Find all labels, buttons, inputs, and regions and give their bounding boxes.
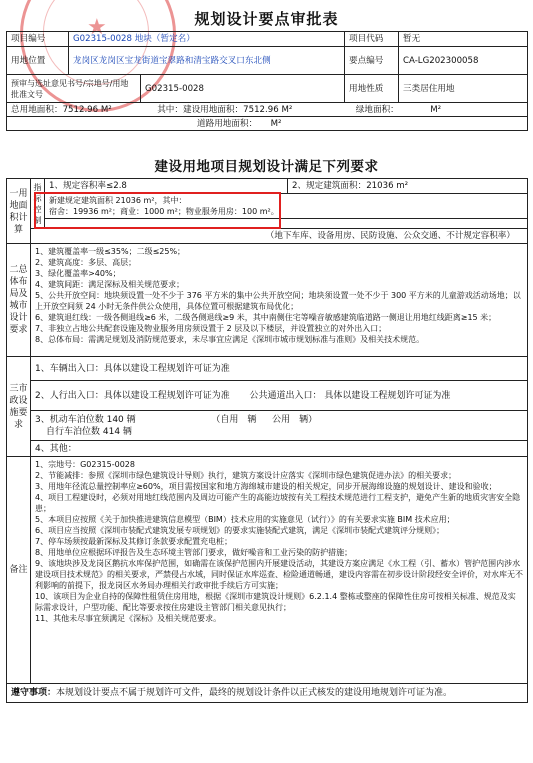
construction-area-unit: M² (281, 104, 293, 115)
remark-item: 1、宗地号：G02315-0028 (35, 460, 135, 469)
section3-label: 三市政设施要求 (7, 357, 31, 457)
requirements-subtitle: 建设用地项目规划设计满足下列要求 (154, 159, 379, 175)
underground-note: （地下车库、设备用房、民防设施、公众交通、不计规定容积率） (31, 229, 528, 244)
project-no-value: G02315-0028 地块（暂定名） (69, 32, 345, 47)
remark-item: 2、节能减排：参照《深圳市绿色建筑设计导则》执行，建筑方案设计应落实《深圳市绿色建筑促进办法》的相关要求； (35, 471, 457, 480)
section2-label: 二总体布局及城市设计要求 (7, 244, 31, 357)
remark-item: 10、该项目为企业自持的保障性租赁住房用地，根据《深圳市建筑设计规则》6.2.1.4 整栋或整座的保障性住房可按相关标准、规范及实际需求设计，户型功能、配比等要求按住房建设主管部门相关意见执行； (35, 592, 516, 612)
land-nature-value: 三类居住用地 (399, 75, 528, 103)
remark-item: 9、该地块涉及龙岗区鹅抗水库保护范围，如确需在该保护范围内开展建设活动，其建设方案应满足《水工程（引、蓄水）管护范围内涉水建设项目技术规范》的相关要求，严禁侵占水域，同时保证水库巡查、检险通道畅通，建设内容需在初步设计阶段经安全评价，对水库无不利影响的前提下，报龙岗区水务局办理相关行政审批手续后方可实施； (35, 559, 523, 590)
green-area-unit: M² (430, 104, 442, 115)
seal-star-icon: ★ (87, 15, 107, 40)
layout-item: 3、绿化覆盖率>40%； (35, 269, 121, 278)
other-requirements: 4、其他： (31, 441, 528, 457)
remark-item: 11、其他未尽事宜须满足《深标》及相关规范要求。 (35, 614, 222, 623)
vehicle-entrance: 1、车辆出入口：具体以建设工程规划许可证为准 (31, 357, 528, 381)
remark-item: 3、用地年径流总量控制率应≥60%，项目需按国家和地方海绵城市建设的相关规定，同步开展海绵设施的规划设计、建设和验收； (35, 482, 497, 491)
remark-item: 4、项目工程建设时，必须对用地红线范围内及周边可能产生的高能边坡按有关工程技术规范进行工程支护，避免产生新的地质灾害安全隐患； (35, 493, 521, 513)
pedestrian-entrance-row (31, 381, 528, 411)
total-area-unit: M² (100, 104, 112, 115)
floor-area-detail (45, 194, 528, 219)
layout-item: 8、总体布局：需满足规划及消防规范要求，未尽事宜应满足《深圳市城市规划标准与准则》及相关技术规范。 (35, 335, 425, 344)
layout-item: 4、建筑间距：满足深标及相关规范要求； (35, 280, 185, 289)
header-table (6, 31, 528, 131)
construction-area-value: 7512.96 (243, 104, 279, 115)
land-location-label: 用地位置 (7, 47, 69, 75)
blank-row (45, 219, 528, 229)
far-requirement: 1、规定容积率≤2.8 (45, 179, 288, 194)
construction-area-label: 其中：建设用地面积： (157, 104, 244, 115)
road-area-unit: M² (270, 118, 282, 129)
remark-item: 7、停车场须按最新深标及其修订条款要求配置充电桩； (35, 537, 233, 546)
public-passage-value: 具体以建设工程规划许可证为准 (324, 390, 451, 401)
project-no-label: 项目编号 (7, 32, 69, 47)
points-no-value: CA-LG202300058 (399, 47, 528, 75)
floor-area-detail-line1: 新建规定建筑面积 21036 m²，其中： (49, 196, 187, 205)
points-no-label: 要点编号 (345, 47, 399, 75)
layout-item: 1、建筑覆盖率一级≤35%；二级≤25%； (35, 247, 186, 256)
preapproval-label: 预审与选址意见书号/宗地号/用地批准文号 (7, 75, 141, 103)
total-area-value: 7512.96 (62, 104, 99, 115)
layout-item: 2、建筑高度：多层、高层； (35, 258, 137, 267)
floor-area-detail-line2: 宿舍：19936 m²；商业：1000 m²；物业服务用房：100 m²。 (49, 207, 279, 216)
parking-row (31, 411, 528, 441)
notice-text: 本规划设计要点不属于规划许可文件，最终的规划设计条件以正式核发的建设用地规划许可证为准。 (56, 688, 453, 698)
project-code-value: 暂无 (399, 32, 528, 47)
section1-sub-label: 指标控制 (31, 179, 45, 229)
layout-item: 6、建筑退红线：一级各侧退线≥6 米，二级各侧退线≥9 米，其中南侧住宅等噪音敏感建筑临道路一侧退让用地红线距离≥15 米； (35, 313, 497, 322)
land-nature-label: 用地性质 (345, 75, 399, 103)
area-row (7, 103, 528, 117)
motor-parking: 3、机动车泊位数 140 辆 (35, 414, 136, 425)
layout-item: 7、非独立占地公共配套设施及物业服务用房须设置于 2 层及以下楼层，并设置独立的对外出入口； (35, 324, 387, 333)
public-use-parking: 公用 辆） (272, 414, 318, 425)
preapproval-value: G02315-0028 (141, 75, 345, 103)
notice-row (7, 684, 528, 703)
notice-label: 遵守事项： (11, 688, 57, 698)
own-use-parking: （自用 辆 (211, 414, 257, 425)
bike-parking: 自行车泊位数 414 辆 (46, 426, 132, 437)
remark-item: 6、项目应当按照《深圳市装配式建筑发展专项规划》的要求实施装配式建筑，满足《深圳市装配式建筑评分规则》； (35, 526, 445, 535)
road-area-label: 道路用地面积： (197, 118, 258, 129)
layout-item: 5、公共开放空间：地块须设置一处不少于 376 平方米的集中公共开放空间；地块须设置一处不少于 300 平方米的儿童游戏活动场地；以上开放空间须 24 小时无条件供公众使用，具体位置可根据建筑布局优化； (35, 291, 521, 311)
project-code-label: 项目代码 (345, 32, 399, 47)
remarks-content (31, 457, 528, 684)
pedestrian-entrance: 2、人行出入口：具体以建设工程规划许可证为准 (35, 390, 230, 401)
section2-content (31, 244, 528, 357)
road-area-row (7, 117, 528, 131)
total-area-label: 总用地面积： (11, 104, 63, 115)
remarks-label: 备注 (7, 457, 31, 684)
floor-area-requirement: 2、规定建筑面积：21036 m² (288, 179, 528, 194)
public-passage-label: 公共通道出入口： (249, 390, 322, 401)
green-area-label: 绿地面积： (355, 104, 399, 115)
requirements-table (6, 178, 528, 703)
remark-item: 8、用地单位应根据环评报告及生态环境主管部门要求，做好噪音和工业污染的防护措施； (35, 548, 353, 557)
section1-label: 一用地面积计算 (7, 179, 31, 244)
page-title: 规划设计要点审批表 (194, 10, 339, 28)
remark-item: 5、本项目应按照《关于加快推进建筑信息模型（BIM）技术应用的实施意见（试行）》的有关要求实施 BIM 技术应用； (35, 515, 455, 524)
land-location-value: 龙岗区龙岗区宝龙街道宝翠路和清宝路交叉口东北侧 (69, 47, 345, 75)
